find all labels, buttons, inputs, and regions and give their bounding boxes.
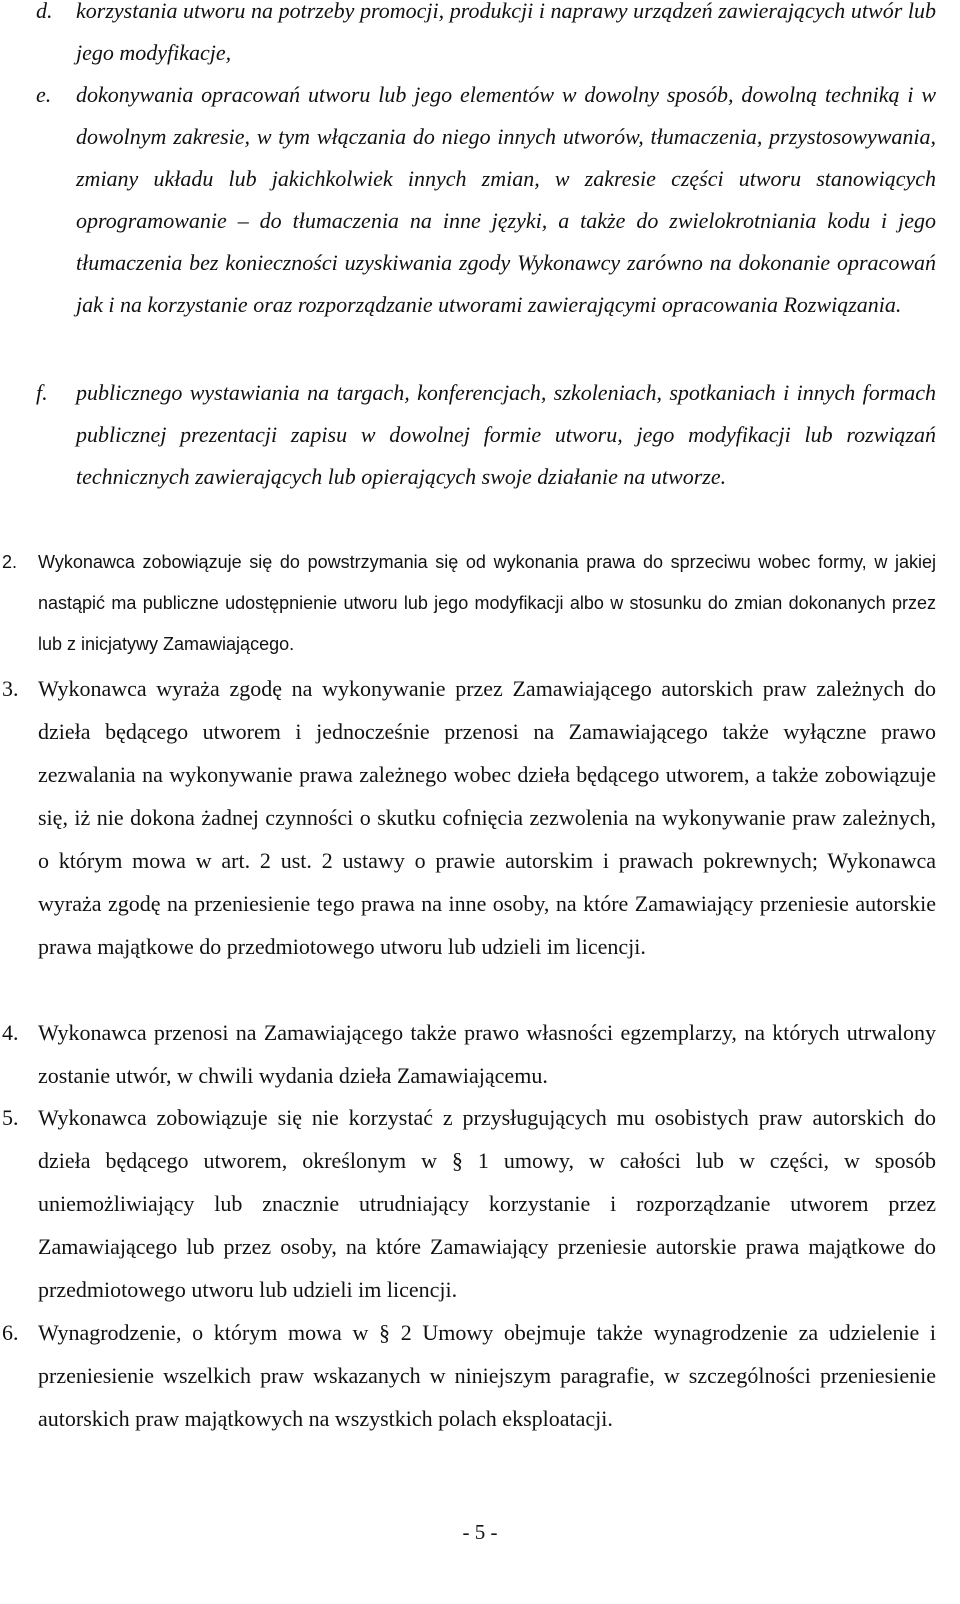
item-text: Wynagrodzenie, o którym mowa w § 2 Umowy obejmuje także wynagrodzenie za udzielenie i przeniesienie wszelkich praw wskazanych w niniejszym paragrafie, w szczególności przeniesienie autorskich praw majątkowych na wszystkich polach eksploatacji. (38, 1320, 936, 1431)
list-item-text: publicznego wystawiania na targach, konferencjach, szkoleniach, spotkaniach i innych formach publicznej prezentacji zapisu w dowolnej formie utworu, jego modyfikacji lub rozwiązań technicznych zawierających lub opierających swoje działanie na utworze. (76, 380, 936, 489)
item-text: Wykonawca wyraża zgodę na wykonywanie przez Zamawiającego autorskich praw zależnych do dzieła będącego utworem i jednocześnie przenosi na Zamawiającego także wyłączne prawo zezwalania na wykonywanie prawa zależnego wobec dzieła będącego utworem, a także zobowiązuje się, iż nie dokona żadnej czynności o skutku cofnięcia zezwolenia na wykonywanie praw zależnych, o którym mowa w art. 2 ust. 2 ustawy o prawie autorskim i prawach pokrewnych; Wykonawca wyraża zgodę na przeniesienie tego prawa na inne osoby, na które Zamawiający przeniesie autorskie prawa majątkowe do przedmiotowego utworu lub udzieli im licencji. (38, 676, 936, 959)
list-item-text: korzystania utworu na potrzeby promocji, produkcji i naprawy urządzeń zawierających utwór lub jego modyfikacje, (76, 0, 936, 65)
list-marker: e. (36, 82, 52, 107)
item-text: Wykonawca zobowiązuje się nie korzystać z przysługujących mu osobistych praw autorskich do dzieła będącego utworem, określonym w § 1 umowy, w całości lub w części, w sposób uniemożliwiający lub znacznie utrudniający korzystanie i rozporządzanie utworem przez Zamawiającego lub przez osoby, na które Zamawiający przeniesie autorskie prawa majątkowe do przedmiotowego utworu lub udzieli im licencji. (38, 1105, 936, 1302)
numbered-item-5 (2, 1096, 936, 1311)
item-number: 2. (2, 552, 18, 572)
numbered-item-2 (2, 542, 936, 665)
item-number: 6. (2, 1320, 19, 1345)
item-number: 4. (2, 1020, 19, 1045)
list-item-f (36, 372, 936, 498)
numbered-item-6 (2, 1311, 936, 1440)
numbered-item-4 (2, 1011, 936, 1097)
item-number: 5. (2, 1105, 19, 1130)
list-marker: f. (36, 380, 48, 405)
page-number: - 5 - (462, 1520, 498, 1544)
list-item-e (36, 74, 936, 326)
list-item-text: dokonywania opracowań utworu lub jego elementów w dowolny sposób, dowolną techniką i w dowolnym zakresie, w tym włączania do niego innych utworów, tłumaczenia, przystosowywania, zmiany układu lub jakichkolwiek innych zmian, w zakresie części utworu stanowiących oprogramowanie – do tłumaczenia na inne języki, a także do zwielokrotniania kodu i jego tłumaczenia bez konieczności uzyskiwania zgody Wykonawcy zarówno na dokonanie opracowań jak i na korzystanie oraz rozporządzanie utworami zawierającymi opracowania Rozwiązania. (76, 82, 936, 317)
item-number: 3. (2, 676, 19, 701)
list-item-d (36, 0, 936, 74)
numbered-item-3 (2, 667, 936, 968)
item-text: Wykonawca przenosi na Zamawiającego także prawo własności egzemplarzy, na których utrwalony zostanie utwór, w chwili wydania dzieła Zamawiającemu. (38, 1020, 936, 1088)
list-marker: d. (36, 0, 53, 23)
item-text: Wykonawca zobowiązuje się do powstrzymania się od wykonania prawa do sprzeciwu wobec formy, w jakiej nastąpić ma publiczne udostępnienie utworu lub jego modyfikacji albo w stosunku do zmian dokonanych przez lub z inicjatywy Zamawiającego. (38, 552, 936, 654)
